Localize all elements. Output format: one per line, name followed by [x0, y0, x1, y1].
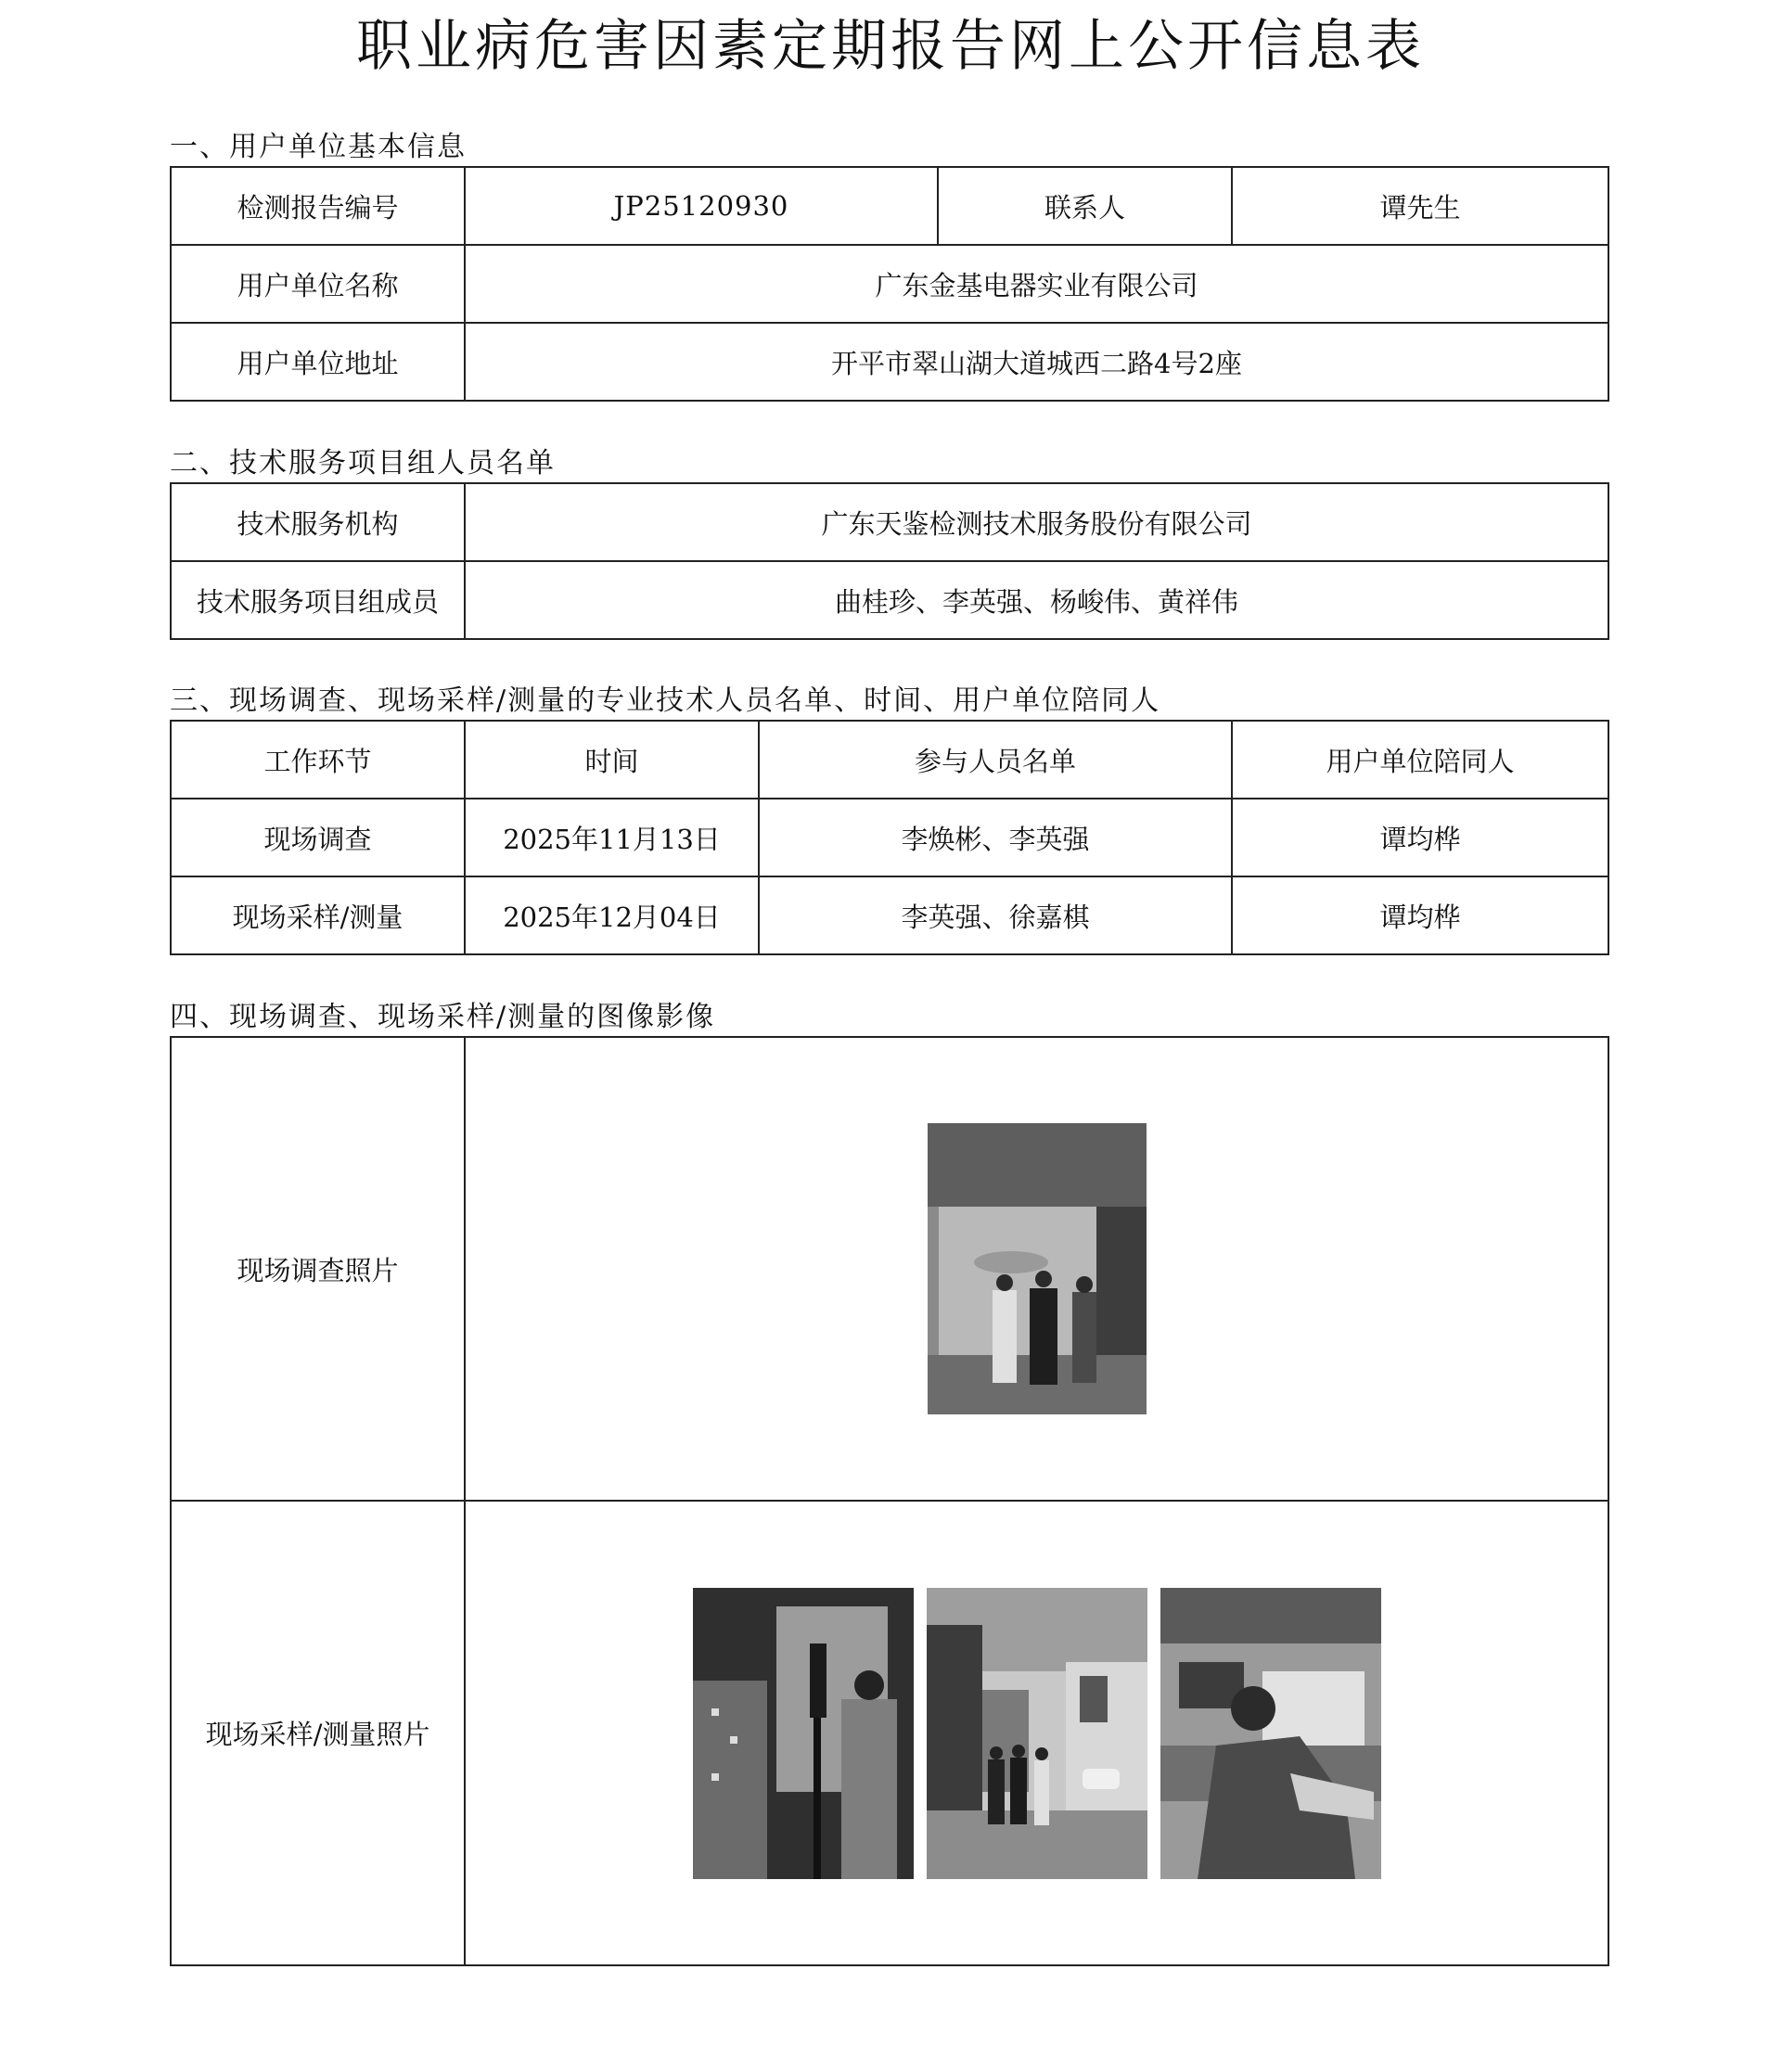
org-value: 广东天鉴检测技术服务股份有限公司 [465, 483, 1608, 561]
basic-info-table [170, 166, 1609, 402]
org-label: 技术服务机构 [171, 483, 465, 561]
page-title: 职业病危害因素定期报告网上公开信息表 [356, 14, 1425, 79]
sampling-photo-3 [1160, 1588, 1381, 1879]
table-row [171, 799, 1608, 876]
section-2-heading: 二、技术服务项目组人员名单 [170, 447, 556, 480]
section-3-heading: 三、现场调查、现场采样/测量的专业技术人员名单、时间、用户单位陪同人 [170, 684, 1161, 717]
survey-photo [928, 1123, 1147, 1414]
sampling-photo-label: 现场采样/测量照片 [171, 1501, 465, 1965]
photo-table [170, 1036, 1609, 1966]
contact-value: 谭先生 [1232, 167, 1608, 245]
report-no-value: JP25120930 [465, 167, 938, 245]
members-value: 曲桂珍、李英强、杨峻伟、黄祥伟 [465, 561, 1608, 639]
sampling-photo-1 [693, 1588, 914, 1879]
staff-cell: 李英强、徐嘉棋 [759, 876, 1232, 954]
companion-cell: 谭均桦 [1232, 799, 1608, 876]
column-header: 工作环节 [171, 721, 465, 799]
companion-cell: 谭均桦 [1232, 876, 1608, 954]
staff-cell: 李焕彬、李英强 [759, 799, 1232, 876]
sampling-photo-2 [927, 1588, 1147, 1879]
unit-address-value: 开平市翠山湖大道城西二路4号2座 [465, 323, 1608, 401]
report-no-label: 检测报告编号 [171, 167, 465, 245]
tech-service-table [170, 482, 1609, 640]
members-label: 技术服务项目组成员 [171, 561, 465, 639]
stage-cell: 现场采样/测量 [171, 876, 465, 954]
unit-name-label: 用户单位名称 [171, 245, 465, 323]
survey-photo-cell [465, 1037, 1608, 1501]
survey-photo-label: 现场调查照片 [171, 1037, 465, 1501]
date-cell: 2025年12月04日 [465, 876, 759, 954]
table-row [171, 876, 1608, 954]
date-cell: 2025年11月13日 [465, 799, 759, 876]
column-header: 参与人员名单 [759, 721, 1232, 799]
section-4-heading: 四、现场调查、现场采样/测量的图像影像 [170, 1001, 716, 1033]
stage-cell: 现场调查 [171, 799, 465, 876]
unit-name-value: 广东金基电器实业有限公司 [465, 245, 1608, 323]
field-work-table [170, 720, 1609, 955]
contact-label: 联系人 [938, 167, 1232, 245]
column-header: 用户单位陪同人 [1232, 721, 1608, 799]
column-header: 时间 [465, 721, 759, 799]
unit-address-label: 用户单位地址 [171, 323, 465, 401]
sampling-photo-cell [465, 1501, 1608, 1965]
section-1-heading: 一、用户单位基本信息 [170, 131, 467, 163]
